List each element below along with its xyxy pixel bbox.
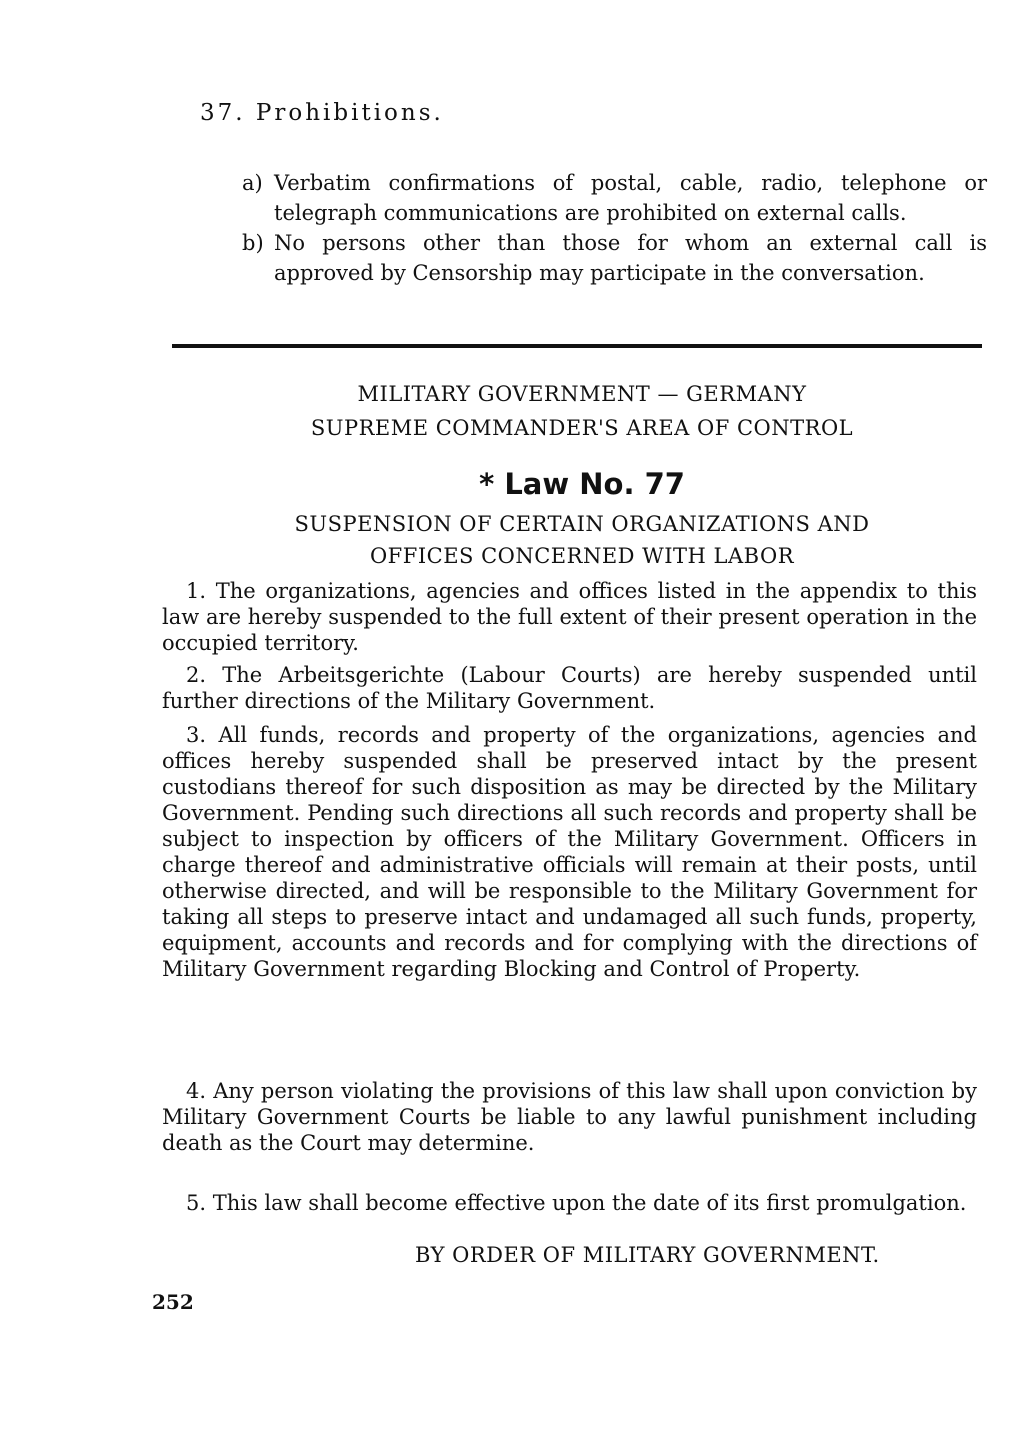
law-subtitle-line1: SUSPENSION OF CERTAIN ORGANIZATIONS AND <box>294 512 870 536</box>
list-item <box>242 168 987 228</box>
paragraph-text: 3. All funds, records and property of the organizations, agencies and offices hereby suspended shall be preserved intact by the present custodians thereof for such disposition as may be directed by the Military Government. Pending such directions all such records and property shall be subject to inspection by officers of the Military Government. Officers in charge thereof and administrative officials will remain at their posts, until otherwise directed, and will be responsible to the Military Government for taking all steps to preserve intact and undamaged all such funds, property, equipment, accounts and records and for complying with the directions of Military Government regarding Blocking and Control of Property. <box>162 723 977 981</box>
closing-signature: BY ORDER OF MILITARY GOVERNMENT. <box>415 1243 880 1267</box>
paragraph-1 <box>162 578 977 656</box>
page-number: 252 <box>152 1290 194 1314</box>
law-title: * Law No. 77 <box>479 467 685 501</box>
list-item-marker: b) <box>242 231 264 255</box>
list-item-text: No persons other than those for whom an external call is approved by Censorship may participate in the conversation. <box>274 231 987 285</box>
law-subtitle-line2: OFFICES CONCERNED WITH LABOR <box>369 544 795 568</box>
paragraph-text: 2. The Arbeitsgerichte (Labour Courts) are hereby suspended until further directions of the Military Government. <box>162 663 977 713</box>
section-divider <box>172 344 982 348</box>
paragraph-3 <box>162 722 977 982</box>
list-item-marker: a) <box>242 171 263 195</box>
section-title: 37. Prohibitions. <box>200 100 444 126</box>
list-item-text: Verbatim confirmations of postal, cable, radio, telephone or telegraph communications are prohibited on external calls. <box>274 171 987 225</box>
list-item <box>242 228 987 288</box>
paragraph-text: 1. The organizations, agencies and offices listed in the appendix to this law are hereby suspended to the full extent of their present operation in the occupied territory. <box>162 579 977 655</box>
government-header: MILITARY GOVERNMENT — GERMANY <box>357 382 807 406</box>
paragraph-2 <box>162 662 977 714</box>
paragraph-text: 4. Any person violating the provisions of this law shall upon conviction by Military Government Courts be liable to any lawful punishment including death as the Court may determine. <box>162 1079 977 1155</box>
paragraph-text: 5. This law shall become effective upon the date of its first promulgation. <box>186 1191 967 1215</box>
paragraph-4 <box>162 1078 977 1156</box>
area-header: SUPREME COMMANDER'S AREA OF CONTROL <box>310 416 854 440</box>
paragraph-5 <box>162 1190 977 1216</box>
